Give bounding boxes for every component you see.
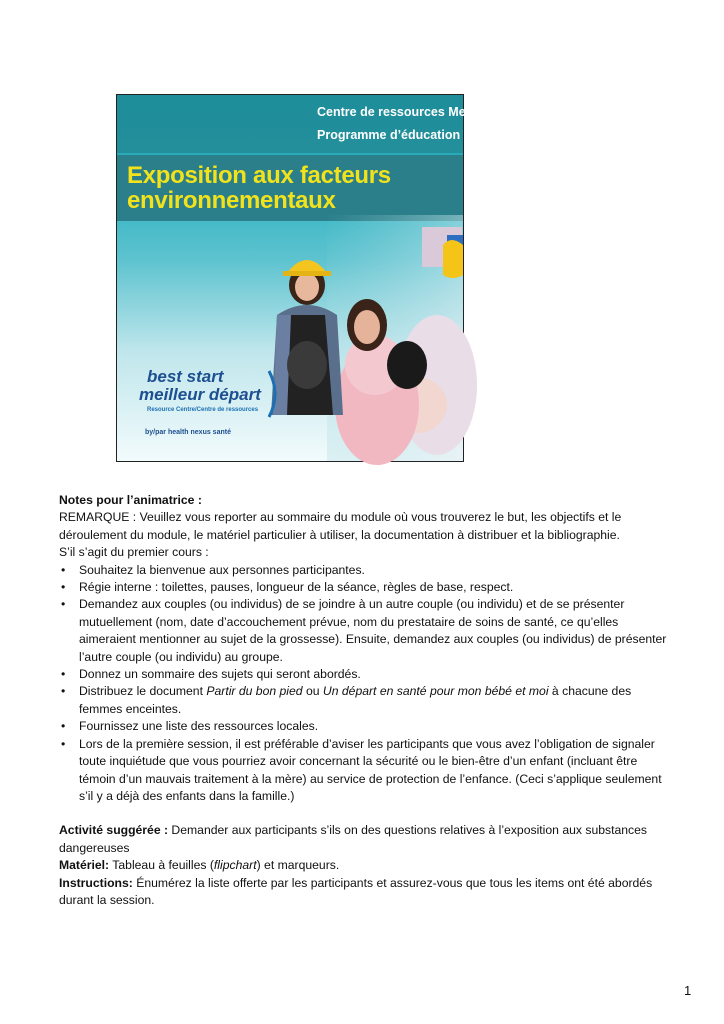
slide-thumbnail [116,94,548,462]
list-item: • Régie interne : toilettes, pauses, longueur de la séance, règles de base, respect. [59,579,669,596]
logo-meilleur-depart: meilleur départ [139,385,261,404]
slide-header-line-1: Centre de ressources Meilleur départ – [317,105,548,119]
page-number: 1 [684,983,692,998]
notes-first-course: S’il s’agit du premier cours : [59,545,209,560]
list-item: • Souhaitez la bienvenue aux personnes participantes. [59,562,669,579]
logo-best-start: best start [147,367,224,386]
slide-title-line-2: environnementaux [127,187,336,214]
notes-bullet-list [59,562,669,806]
list-item: • Lors de la première session, il est préférable d’aviser les participants que vous avez l’obligation de signaler toute inquiétude que vous pourriez avoir concernant la sécurité ou le bien-être d’un enfant (incluant être témoin d’un mauvais traitement à la mère) au service de protection de l’enfance. (Ceci s’applique seulement s’il y a déjà des enfants dans la famille.) [59,736,669,806]
instructions-text: Énumérez la liste offerte par les participants et assurez-vous que tous les items ont été abordés durant la session. [59,875,653,907]
notes-remark: REMARQUE : Veuillez vous reporter au sommaire du module où vous trouverez le but, les objectifs et le déroulement du module, le matériel particulier à utiliser, la documentation à distribuer et la bibliographie. [59,510,622,542]
list-item: • Fournissez une liste des ressources locales. [59,718,669,735]
document-title-2: Un départ en santé pour mon bébé et moi [322,684,549,699]
slide-title [127,163,391,213]
logo-health-nexus: by/par health nexus santé [145,429,231,436]
material-text-after: ) et marqueurs. [256,858,340,873]
material-label: Matériel: [59,858,110,873]
list-item: • Donnez un sommaire des sujets qui seront abordés. [59,666,669,683]
instructions-paragraph [59,875,669,910]
slide-header [117,95,548,153]
activity-text: Demander aux participants s’ils on des questions relatives à l’exposition aux substances dangereuses [59,823,648,855]
material-italic: flipchart [213,858,257,873]
slide-title-line-1: Exposition aux facteurs [127,162,391,189]
pregnant-women-photo [267,215,463,461]
list-item: • Demandez aux couples (ou individus) de se joindre à un autre couple (ou individu) et de se présenter mutuellement (nom, date d’accouchement prévue, nom du prestataire de soins de santé, ce qu’elles aimeraient mentionner au sujet de la grossesse). Ensuite, demandez aux couples (ou individus) de présenter l’autre couple (ou individu) au groupe. [59,596,669,666]
document-title-1: Partir du bon pied [206,684,303,699]
bullet-text-after: à chacune des femmes enceintes. [79,684,632,716]
logo-resource-centre: Resource Centre/Centre de ressources [147,407,259,413]
activity-paragraph [59,822,669,857]
material-paragraph [59,857,669,874]
list-item [59,683,669,718]
activity-label: Activité suggérée : [59,823,169,838]
slide-header-line-2: Programme d’éducation prénatale [317,128,520,142]
material-text-before: Tableau à feuilles ( [109,858,214,873]
logo-bracket-icon [267,369,281,419]
instructions-label: Instructions: [59,875,133,890]
facilitator-notes [59,492,669,909]
notes-heading: Notes pour l’animatrice : [59,493,202,507]
bullet-text-middle: ou [302,684,323,699]
bullet-text-before: Distribuez le document [79,684,207,699]
